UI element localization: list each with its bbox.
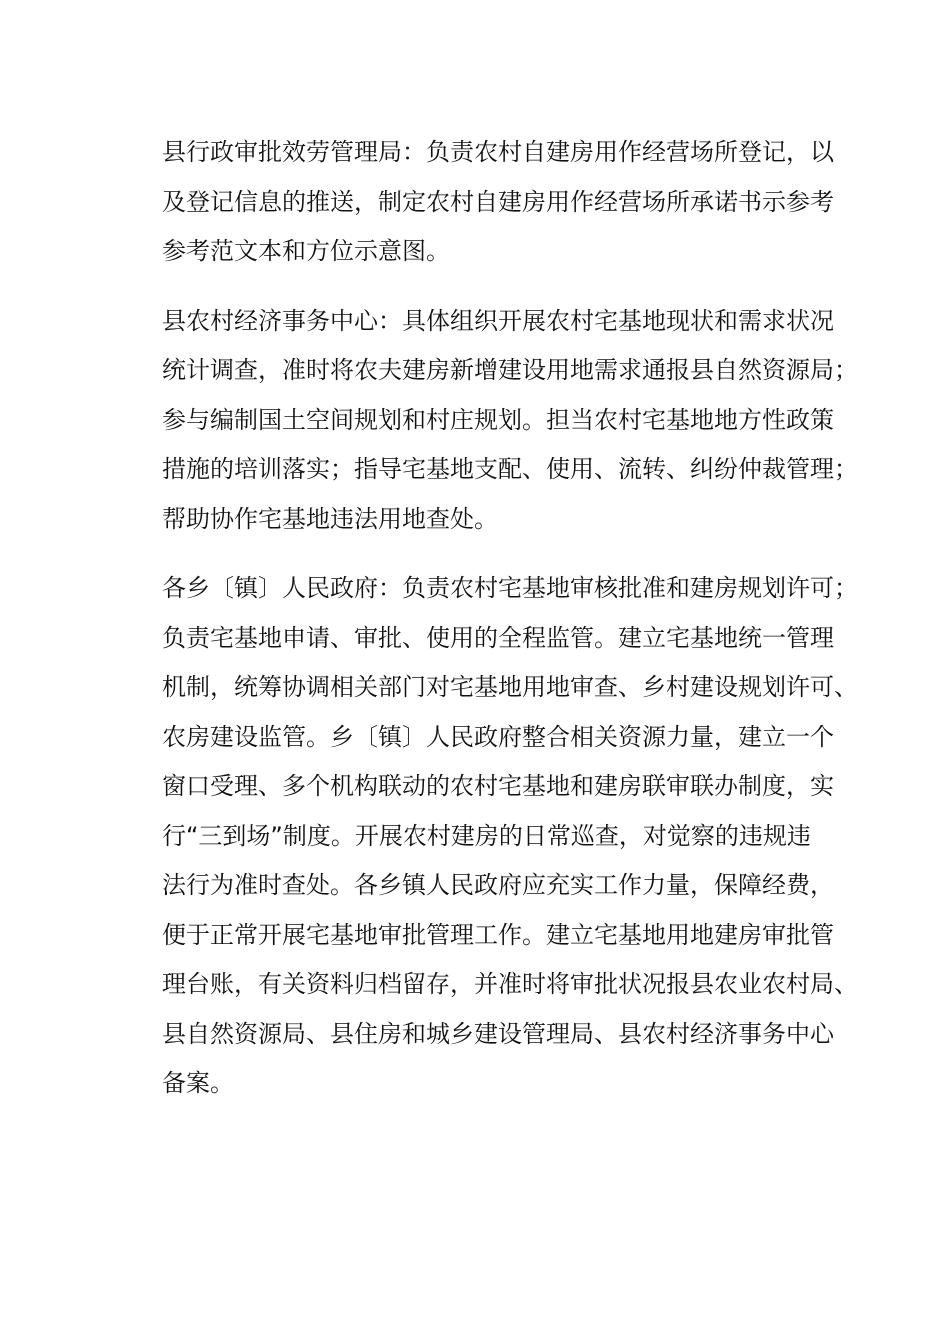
text-line: 机制，统筹协调相关部门对宅基地用地审查、乡村建设规划许可、 xyxy=(162,673,858,701)
text-line: 措施的培训落实；指导宅基地支配、使用、流转、纠纷仲裁管理； xyxy=(162,455,858,483)
text-line: 窗口受理、多个机构联动的农村宅基地和建房联审联办制度，实 xyxy=(162,772,834,800)
text-line: 理台账，有关资料归档留存，并准时将审批状况报县农业农村局、 xyxy=(162,970,858,998)
text-line: 各乡〔镇〕人民政府：负责农村宅基地审核批准和建房规划许可； xyxy=(162,574,858,602)
text-line: 县农村经济事务中心：具体组织开展农村宅基地现状和需求状况 xyxy=(162,306,834,335)
text-line: 便于正常开展宅基地审批管理工作。建立宅基地用地建房审批管 xyxy=(162,920,834,949)
text-line: 县行政审批效劳管理局：负责农村自建房用作经营场所登记，以 xyxy=(162,138,834,166)
text-line: 统计调查，准时将农夫建房新增建设用地需求通报县自然资源局； xyxy=(162,356,858,384)
text-line: 农房建设监管。乡〔镇〕人民政府整合相关资源力量，建立一个 xyxy=(162,722,834,751)
paragraph-township-government xyxy=(162,564,858,1109)
paragraph-rural-economy-center xyxy=(162,297,858,545)
paragraph-approval-bureau xyxy=(162,128,834,277)
text-line: 法行为准时查处。各乡镇人民政府应充实工作力量，保障经费， xyxy=(162,871,834,899)
text-line: 负责宅基地申请、审批、使用的全程监管。建立宅基地统一管理 xyxy=(162,623,834,652)
document-body xyxy=(162,128,858,1129)
text-line: 县自然资源局、县住房和城乡建设管理局、县农村经济事务中心 xyxy=(162,1019,834,1048)
text-line: 行“三到场”制度。开展农村建房的日常巡查，对觉察的违规违 xyxy=(162,821,811,850)
text-line: 参与编制国土空间规划和村庄规划。担当农村宅基地地方性政策 xyxy=(162,405,834,434)
text-line: 帮助协作宅基地违法用地查处。 xyxy=(162,504,498,533)
text-line: 备案。 xyxy=(162,1069,234,1097)
text-line: 参考范文本和方位示意图。 xyxy=(162,237,450,265)
text-line: 及登记信息的推送，制定农村自建房用作经营场所承诺书示参考 xyxy=(162,187,834,216)
